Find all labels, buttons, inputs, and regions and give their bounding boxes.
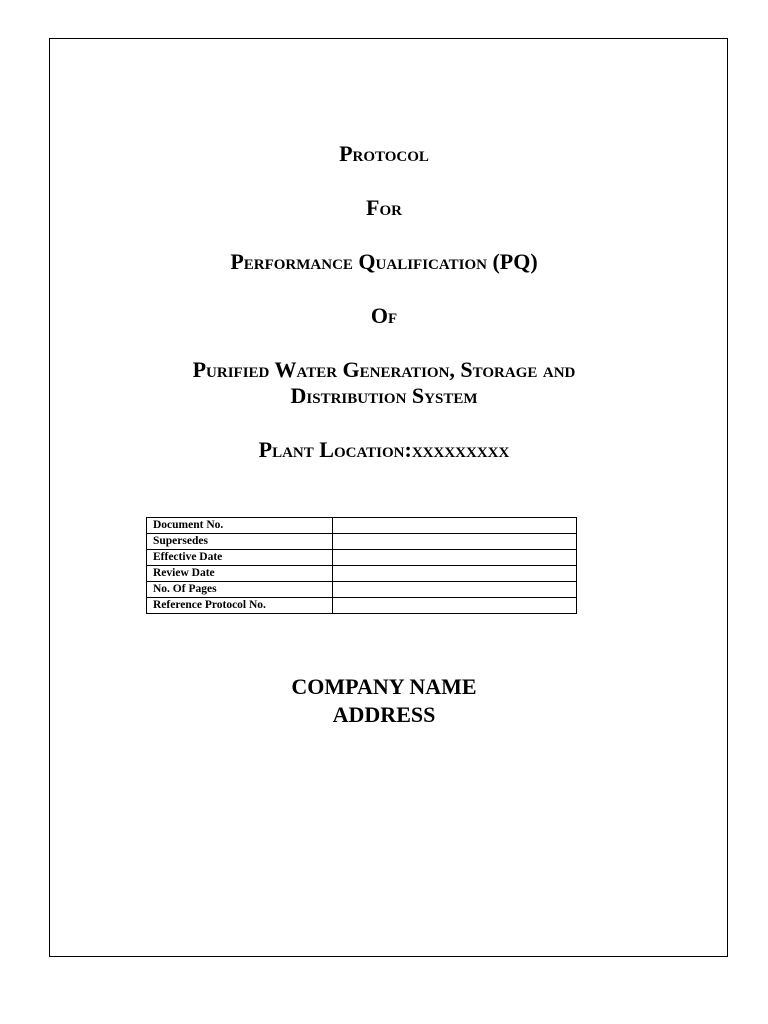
title-plant-location: Plant Location:xxxxxxxxx: [258, 437, 510, 462]
row-value-review-date: [333, 566, 577, 582]
title-system-line-2: Distribution System: [290, 383, 478, 408]
row-value-document-no: [333, 518, 577, 534]
table-row: [147, 534, 577, 550]
company-name: COMPANY NAME: [291, 674, 477, 699]
row-label-reference-protocol-no: Reference Protocol No.: [147, 598, 333, 614]
row-label-no-of-pages: No. Of Pages: [147, 582, 333, 598]
table-row: [147, 598, 577, 614]
title-performance-qualification: Performance Qualification (PQ): [230, 249, 538, 274]
title-protocol: Protocol: [339, 141, 429, 166]
row-value-effective-date: [333, 550, 577, 566]
page-border: [49, 38, 728, 957]
row-label-document-no: Document No.: [147, 518, 333, 534]
title-for: For: [366, 195, 402, 220]
row-label-effective-date: Effective Date: [147, 550, 333, 566]
table-row: [147, 550, 577, 566]
row-label-review-date: Review Date: [147, 566, 333, 582]
title-system-line-1: Purified Water Generation, Storage and: [192, 357, 576, 382]
table-row: [147, 566, 577, 582]
table-row: [147, 582, 577, 598]
table-row: [147, 518, 577, 534]
row-value-no-of-pages: [333, 582, 577, 598]
row-label-supersedes: Supersedes: [147, 534, 333, 550]
row-value-supersedes: [333, 534, 577, 550]
title-of: Of: [370, 303, 398, 328]
row-value-reference-protocol-no: [333, 598, 577, 614]
company-address: ADDRESS: [332, 702, 436, 727]
document-info-table: [146, 517, 577, 614]
